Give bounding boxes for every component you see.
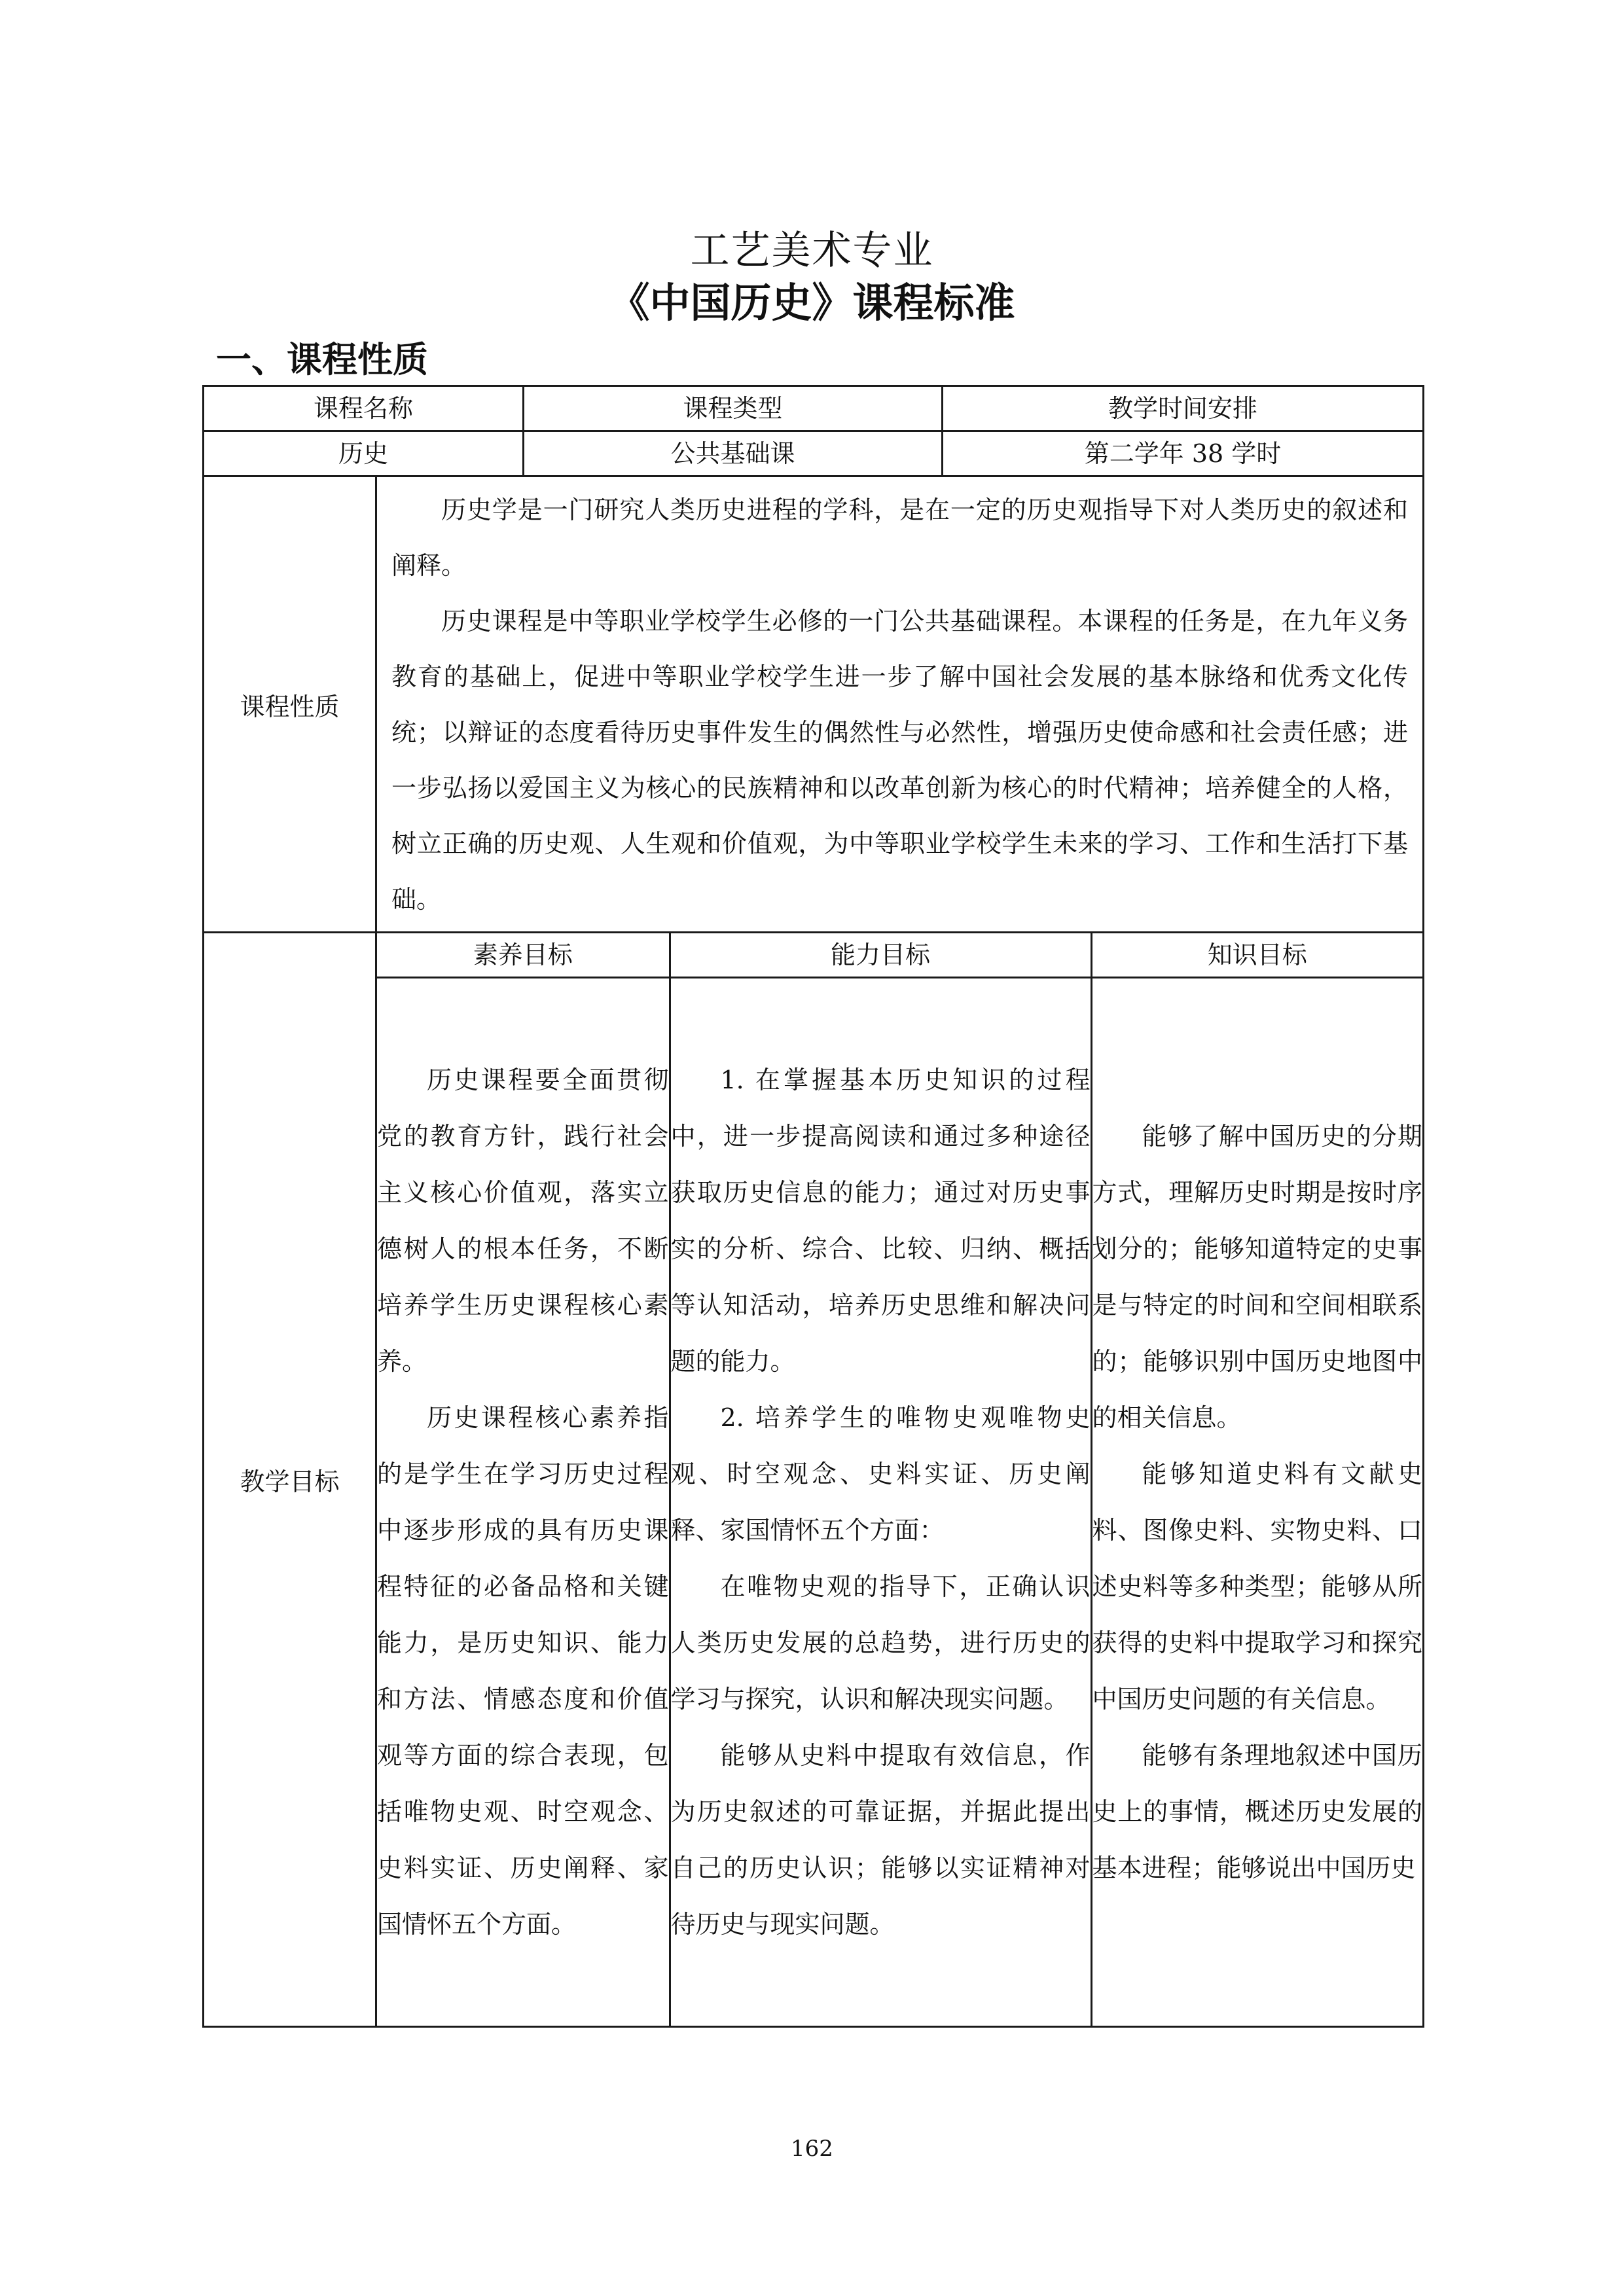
goal-paragraph: 2. 培养学生的唯物史观唯物史观、时空观念、史料实证、历史阐释、家国情怀五个方面： xyxy=(670,1403,1091,1545)
nature-row xyxy=(204,476,1424,933)
page-number: 162 xyxy=(791,2136,833,2162)
course-standard-table xyxy=(202,385,1424,2028)
value-course-type: 公共基础课 xyxy=(524,431,943,476)
goal-ability-content xyxy=(670,978,1091,2026)
goal-paragraph: 能够了解中国历史的分期方式，理解历史时期是按时序划分的；能够知道特定的史事是与特定的时间和空间相联系的；能够识别中国历史地图中的相关信息。 xyxy=(1092,1122,1423,1432)
goals-row xyxy=(204,933,1424,2027)
header-schedule: 教学时间安排 xyxy=(943,386,1424,431)
goal-paragraph: 1. 在掌握基本历史知识的过程中，进一步提高阅读和通过多种途径获取历史信息的能力；通过对历史事实的分析、综合、比较、归纳、概括等认知活动，培养历史思维和解决问题的能力。 xyxy=(670,1066,1091,1376)
goal-literacy-content xyxy=(377,978,670,2026)
nature-paragraph: 历史学是一门研究人类历史进程的学科，是在一定的历史观指导下对人类历史的叙述和阐释。 xyxy=(391,495,1409,580)
goal-paragraph: 能够知道史料有文献史料、图像史料、实物史料、口述史料等多种类型；能够从所获得的史料中提取学习和探究中国历史问题的有关信息。 xyxy=(1092,1460,1423,1713)
value-course-name: 历史 xyxy=(204,431,524,476)
section-heading: 一、课程性质 xyxy=(216,339,428,380)
nature-content xyxy=(376,476,1424,933)
goals-label: 教学目标 xyxy=(204,933,376,2027)
goal-header-ability: 能力目标 xyxy=(670,933,1091,978)
value-schedule: 第二学年 38 学时 xyxy=(943,431,1424,476)
document-title-course: 《中国历史》课程标准 xyxy=(609,279,1015,327)
goal-paragraph: 在唯物史观的指导下，正确认识人类历史发展的总趋势，进行历史的学习与探究，认识和解决现实问题。 xyxy=(670,1572,1091,1713)
document-title-major: 工艺美术专业 xyxy=(690,228,934,274)
header-course-name: 课程名称 xyxy=(204,386,524,431)
goal-paragraph: 能够从史料中提取有效信息，作为历史叙述的可靠证据，并据此提出自己的历史认识；能够以实证精神对待历史与现实问题。 xyxy=(670,1741,1091,1939)
goals-table xyxy=(377,933,1422,2026)
nature-paragraph: 历史课程是中等职业学校学生必修的一门公共基础课程。本课程的任务是，在九年义务教育的基础上，促进中等职业学校学生进一步了解中国社会发展的基本脉络和优秀文化传统；以辩证的态度看待历史事件发生的偶然性与必然性，增强历史使命感和社会责任感；进一步弘扬以爱国主义为核心的民族精神和以改革创新为核心的时代精神；培养健全的人格，树立正确的历史观、人生观和价值观，为中等职业学校学生未来的学习、工作和生活打下基础。 xyxy=(391,607,1409,914)
goal-knowledge-content xyxy=(1091,978,1422,2026)
header-course-type: 课程类型 xyxy=(524,386,943,431)
goal-header-knowledge: 知识目标 xyxy=(1091,933,1422,978)
nature-label: 课程性质 xyxy=(204,476,376,933)
goal-paragraph: 历史课程核心素养指的是学生在学习历史过程中逐步形成的具有历史课程特征的必备品格和关键能力，是历史知识、能力和方法、情感态度和价值观等方面的综合表现，包括唯物史观、时空观念、史料实证、历史阐释、家国情怀五个方面。 xyxy=(377,1403,669,1939)
goal-paragraph: 能够有条理地叙述中国历史上的事情，概述历史发展的基本进程；能够说出中国历史 xyxy=(1092,1741,1423,1882)
goal-header-literacy: 素养目标 xyxy=(377,933,670,978)
table-value-row xyxy=(204,431,1424,476)
goal-paragraph: 历史课程要全面贯彻党的教育方针，践行社会主义核心价值观，落实立德树人的根本任务，不断培养学生历史课程核心素养。 xyxy=(377,1066,669,1376)
table-header-row xyxy=(204,386,1424,431)
goals-content xyxy=(376,933,1424,2027)
